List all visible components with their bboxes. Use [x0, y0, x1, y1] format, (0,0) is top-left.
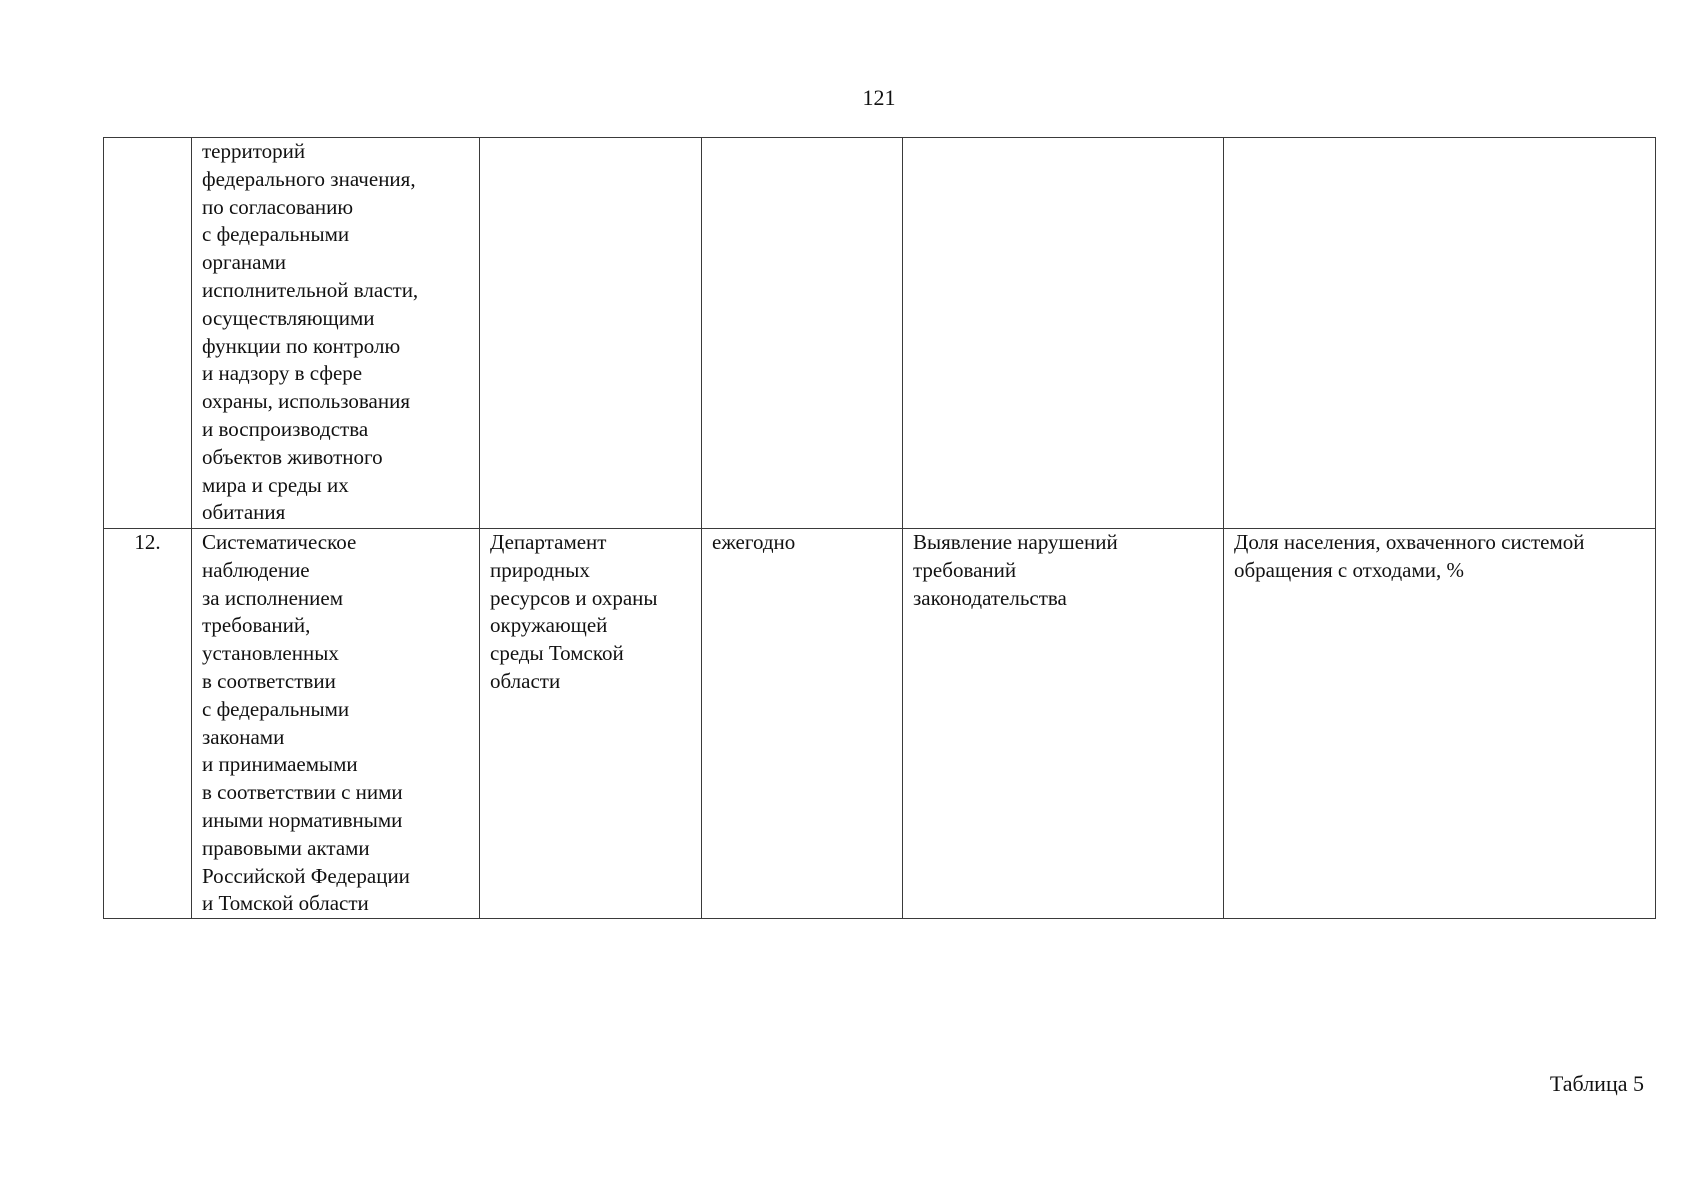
- indicator-cell: [1224, 529, 1656, 919]
- result-cell: [903, 138, 1224, 529]
- executor-cell: [480, 138, 702, 529]
- indicator-cell: [1224, 138, 1656, 529]
- period-cell: [702, 529, 903, 919]
- result-cell: [903, 529, 1224, 919]
- period-text: ежегодно: [712, 530, 796, 554]
- indicator-text: Доля населения, охваченного системой обращения с отходами, %: [1234, 530, 1585, 582]
- page-number: 121: [862, 85, 896, 110]
- table-row: [104, 138, 1656, 529]
- row-number-cell: [104, 138, 192, 529]
- result-text: Выявление нарушений требований законодательства: [913, 530, 1118, 610]
- executor-text: Департамент природных ресурсов и охраны окружающей среды Томской области: [490, 530, 658, 693]
- executor-cell: [480, 529, 702, 919]
- period-cell: [702, 138, 903, 529]
- activity-text: Систематическое наблюдение за исполнением требований, установленных в соответствии с федеральными законами и принимаемыми в соответствии с ними иными нормативными правовыми актами Российской Федерации и Томской области: [202, 530, 410, 916]
- activity-cell: [192, 529, 480, 919]
- activity-text: территорий федерального значения, по согласованию с федеральными органами исполнительной власти, осуществляющими функции по контролю и надзору в сфере охраны, использования и воспроизводства объектов животного мира и среды их обитания: [202, 139, 419, 525]
- activity-cell: [192, 138, 480, 529]
- document-table: [103, 137, 1656, 919]
- row-number: 12.: [134, 530, 161, 554]
- row-number-cell: [104, 529, 192, 919]
- table-caption: Таблица 5: [1549, 1071, 1644, 1096]
- table-row: [104, 529, 1656, 919]
